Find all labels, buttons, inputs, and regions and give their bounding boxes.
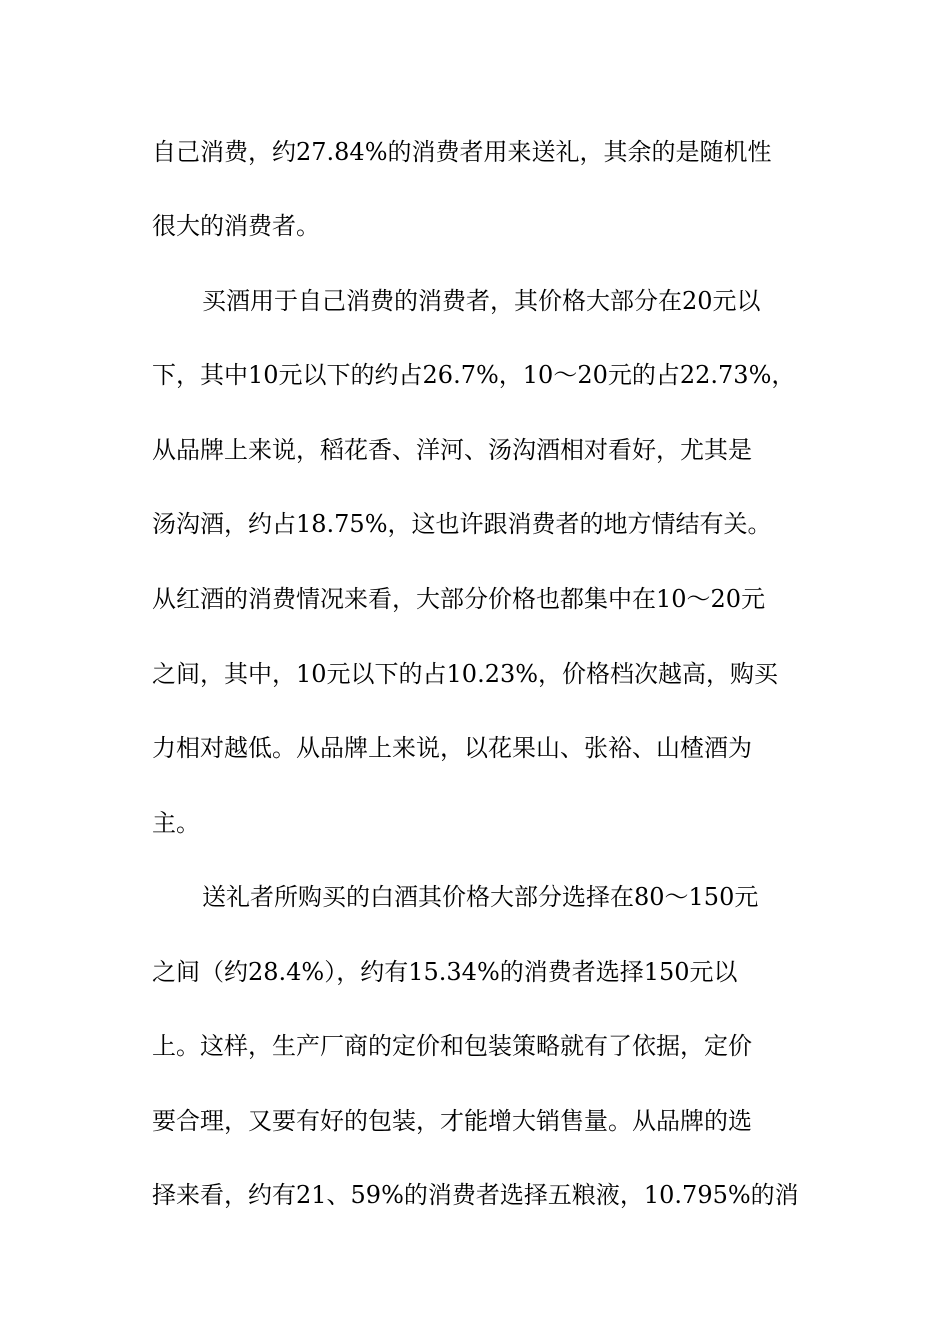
text-line: 择来看，约有21、59%的消费者选择五粮液，10.795%的消 bbox=[152, 1181, 799, 1209]
text-line: 很大的消费者。 bbox=[152, 212, 320, 240]
text-line: 汤沟酒，约占18.75%，这也许跟消费者的地方情结有关。 bbox=[152, 510, 772, 538]
text-line: 力相对越低。从品牌上来说，以花果山、张裕、山楂酒为 bbox=[152, 734, 752, 762]
text-line: 要合理，又要有好的包装，才能增大销售量。从品牌的选 bbox=[152, 1107, 752, 1135]
text-line: 主。 bbox=[152, 809, 200, 837]
paragraph-first-line: 买酒用于自己消费的消费者，其价格大部分在20元以 bbox=[202, 287, 761, 315]
text-line: 自己消费，约27.84%的消费者用来送礼，其余的是随机性 bbox=[152, 138, 772, 166]
text-line: 从品牌上来说，稻花香、洋河、汤沟酒相对看好，尤其是 bbox=[152, 436, 752, 464]
paragraph-first-line: 送礼者所购买的白酒其价格大部分选择在80～150元 bbox=[202, 883, 759, 911]
text-line: 从红酒的消费情况来看，大部分价格也都集中在10～20元 bbox=[152, 585, 766, 613]
text-line: 上。这样，生产厂商的定价和包装策略就有了依据，定价 bbox=[152, 1032, 752, 1060]
text-line: 下，其中10元以下的约占26.7%，10～20元的占22.73%， bbox=[152, 361, 796, 389]
text-line: 之间（约28.4%），约有15.34%的消费者选择150元以 bbox=[152, 958, 738, 986]
text-line: 之间，其中，10元以下的占10.23%，价格档次越高，购买 bbox=[152, 660, 779, 688]
